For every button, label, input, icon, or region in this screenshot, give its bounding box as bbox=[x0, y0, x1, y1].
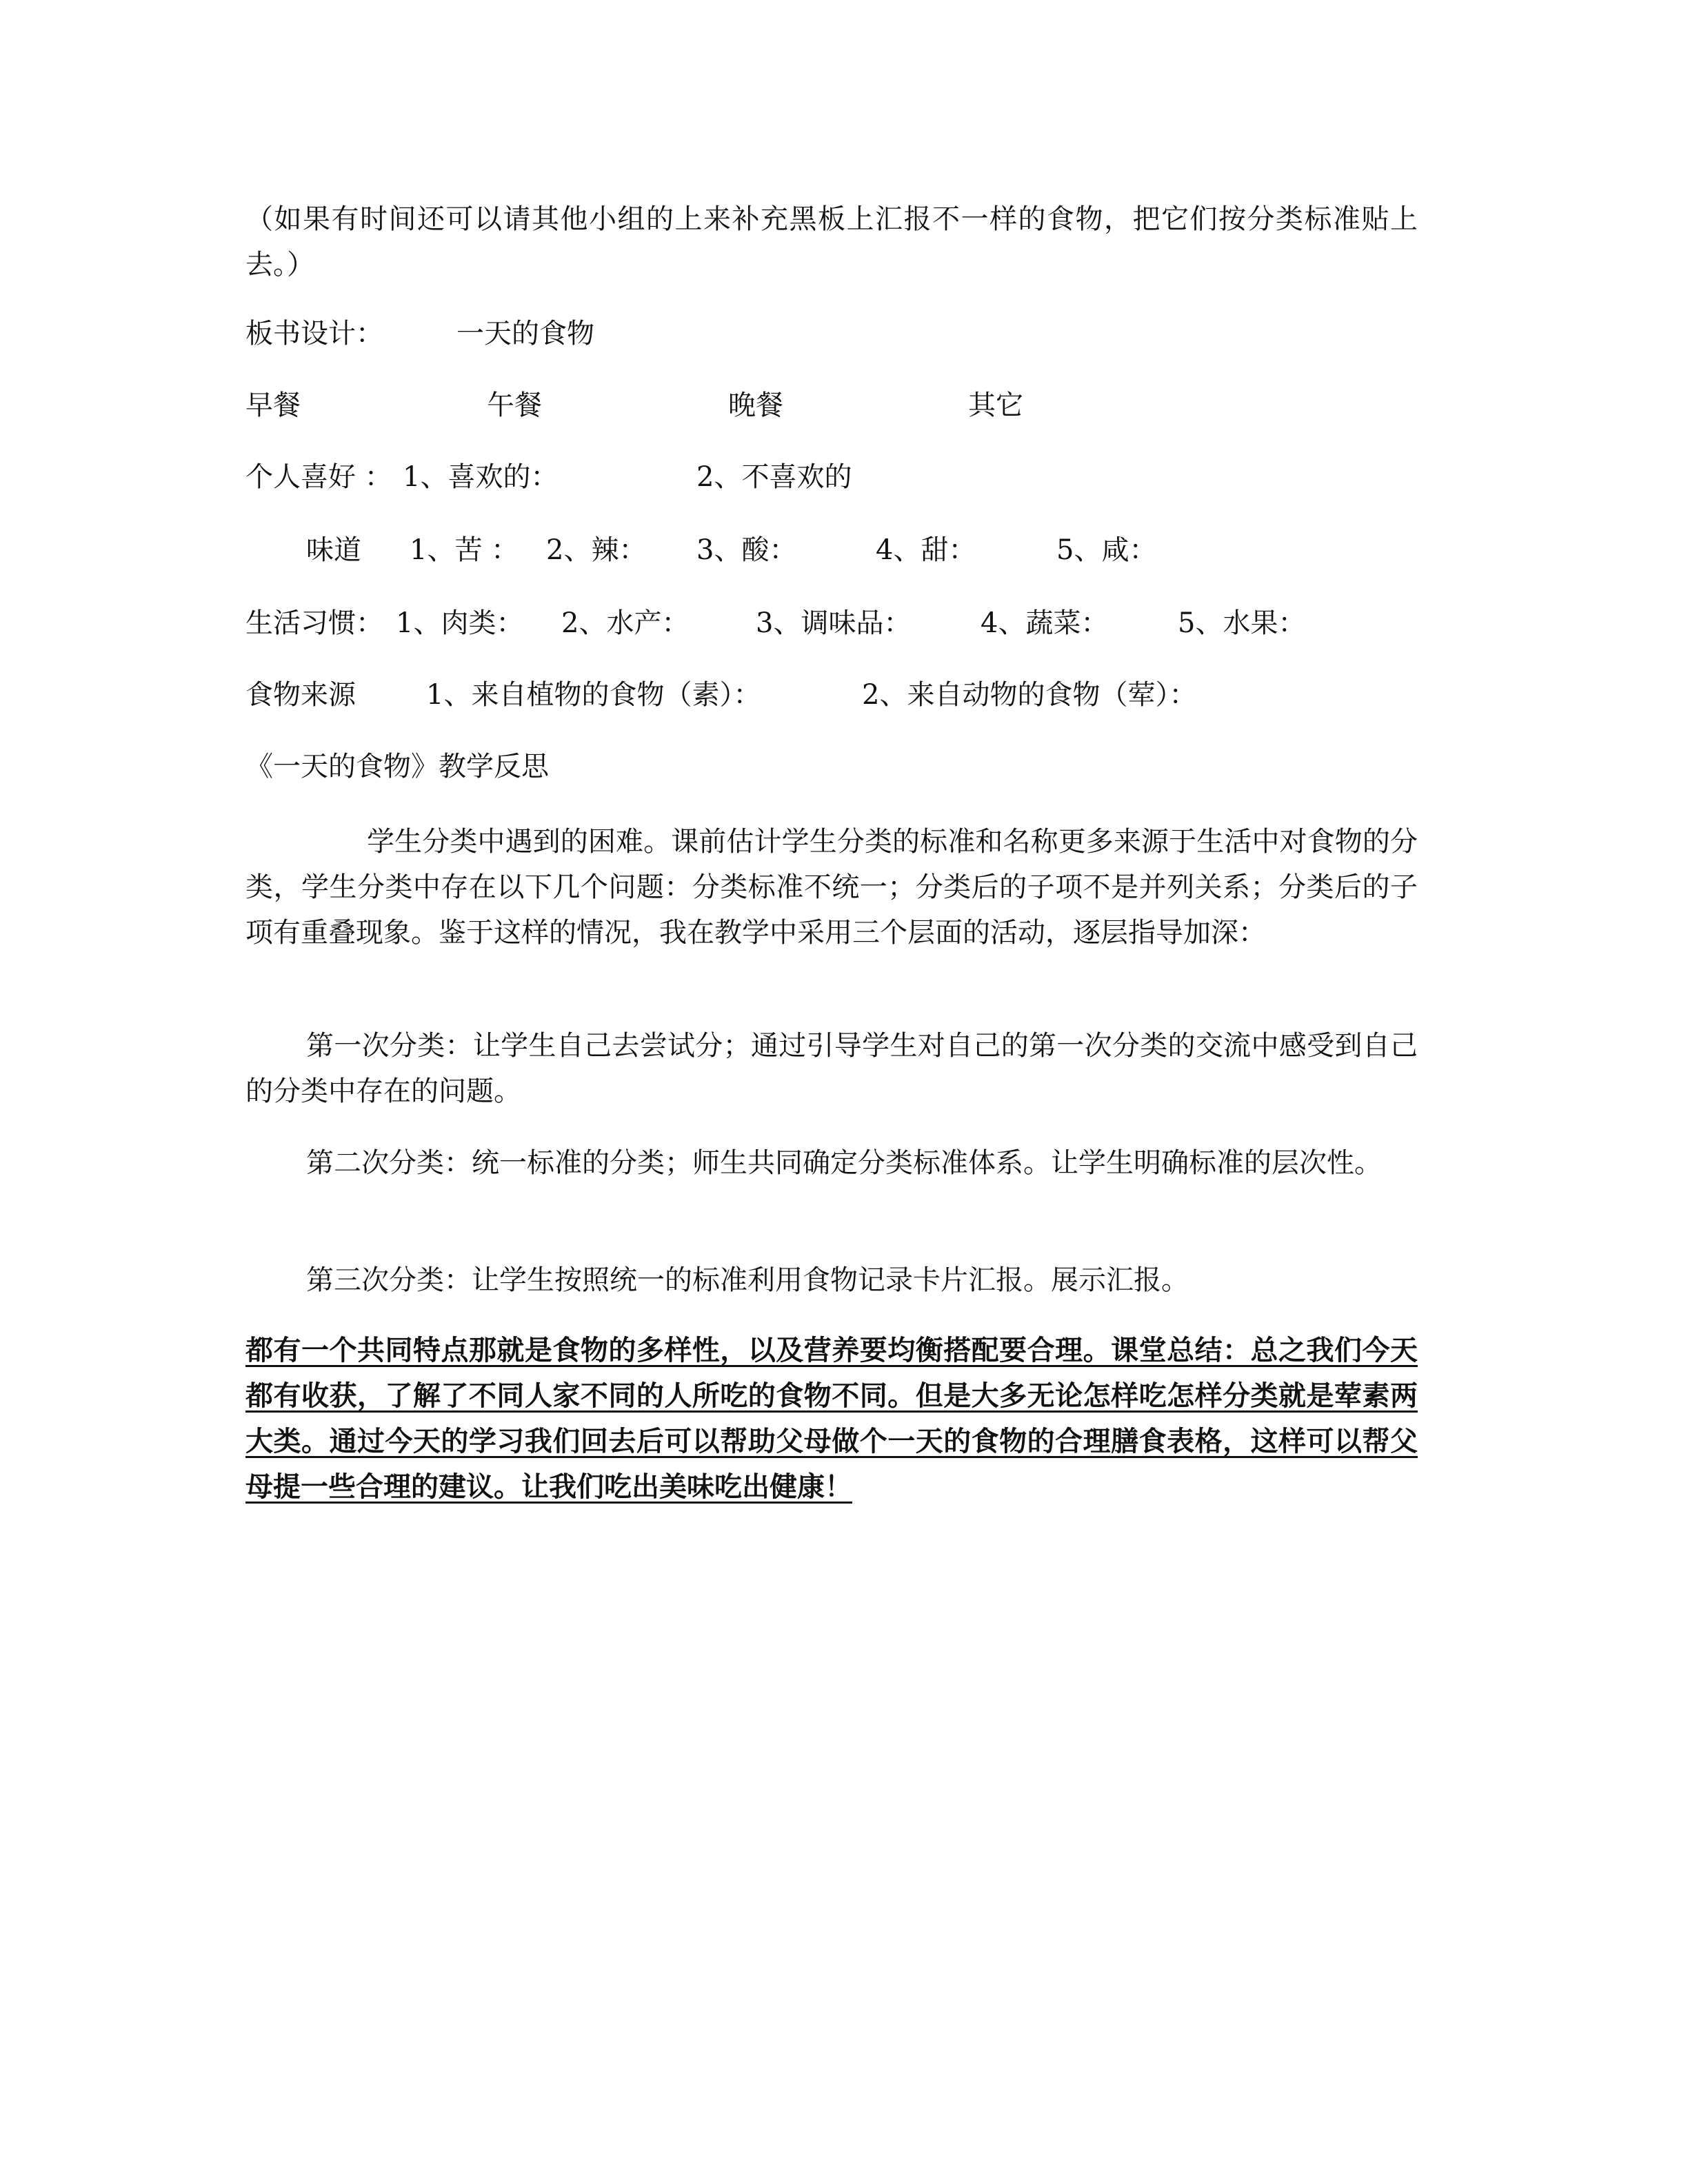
board-design-label: 板书设计： bbox=[245, 318, 383, 350]
reflection-paragraph-3: 第二次分类：统一标准的分类；师生共同确定分类标准体系。让学生明确标准的层次性。 bbox=[306, 1147, 1382, 1179]
source-plant: 1、来自植物的食物（素）： bbox=[426, 679, 761, 711]
taste-sour: 3、酸： bbox=[696, 534, 797, 566]
taste-bitter: 1、苦 ： bbox=[410, 534, 519, 566]
board-design-title: 一天的食物 bbox=[456, 318, 594, 350]
preference-like: 1、喜欢的： bbox=[403, 461, 559, 493]
habits-seasoning: 3、调味品： bbox=[756, 607, 912, 639]
reflection-paragraph-1: 学生分类中遇到的困难。课前估计学生分类的标准和名称更多来源于生活中对食物的分类，学生分类中存在以下几个问题：分类标准不统一；分类后的子项不是并列关系；分类后的子项有重叠现象。鉴于这样的情况，我在教学中采用三个层面的活动，逐层指导加深： bbox=[245, 826, 1418, 949]
taste-sweet: 4、甜： bbox=[876, 534, 976, 566]
habits-label: 生活习惯： bbox=[245, 607, 383, 639]
source-animal: 2、来自动物的食物（荤）： bbox=[862, 679, 1197, 711]
summary-paragraph: 都有一个共同特点那就是食物的多样性，以及营养要均衡搭配要合理。课堂总结：总之我们今天都有收获，了解了不同人家不同的人所吃的食物不同。但是大多无论怎样吃怎样分类就是荤素两大类。通过今天的学习我们回去后可以帮助父母做个一天的食物的合理膳食表格，这样可以帮父母提一些合理的建议。让我们吃出美味吃出健康！ bbox=[245, 1334, 1418, 1503]
taste-spicy: 2、辣： bbox=[546, 534, 647, 566]
reflection-paragraph-4: 第三次分类：让学生按照统一的标准利用食物记录卡片汇报。展示汇报。 bbox=[306, 1264, 1189, 1296]
meal-lunch: 午餐 bbox=[487, 390, 542, 421]
preference-dislike: 2、不喜欢的 bbox=[696, 461, 852, 493]
preference-label: 个人喜好 ： bbox=[245, 461, 392, 493]
intro-paragraph: （如果有时间还可以请其他小组的上来补充黑板上汇报不一样的食物，把它们按分类标准贴上去。） bbox=[245, 203, 1418, 281]
source-label: 食物来源 bbox=[245, 679, 356, 711]
habits-meat: 1、肉类： bbox=[396, 607, 524, 639]
meal-other: 其它 bbox=[968, 390, 1023, 421]
taste-label: 味道 bbox=[306, 534, 361, 566]
taste-salty: 5、咸： bbox=[1056, 534, 1157, 566]
reflection-paragraph-2: 第一次分类：让学生自己去尝试分；通过引导学生对自己的第一次分类的交流中感受到自己的分类中存在的问题。 bbox=[245, 1030, 1418, 1107]
meal-breakfast: 早餐 bbox=[245, 390, 301, 421]
habits-fruit: 5、水果： bbox=[1178, 607, 1306, 639]
reflection-title: 《一天的食物》教学反思 bbox=[245, 751, 549, 782]
habits-vegetables: 4、蔬菜： bbox=[981, 607, 1109, 639]
meal-dinner: 晚餐 bbox=[728, 390, 783, 421]
habits-seafood: 2、水产： bbox=[561, 607, 690, 639]
